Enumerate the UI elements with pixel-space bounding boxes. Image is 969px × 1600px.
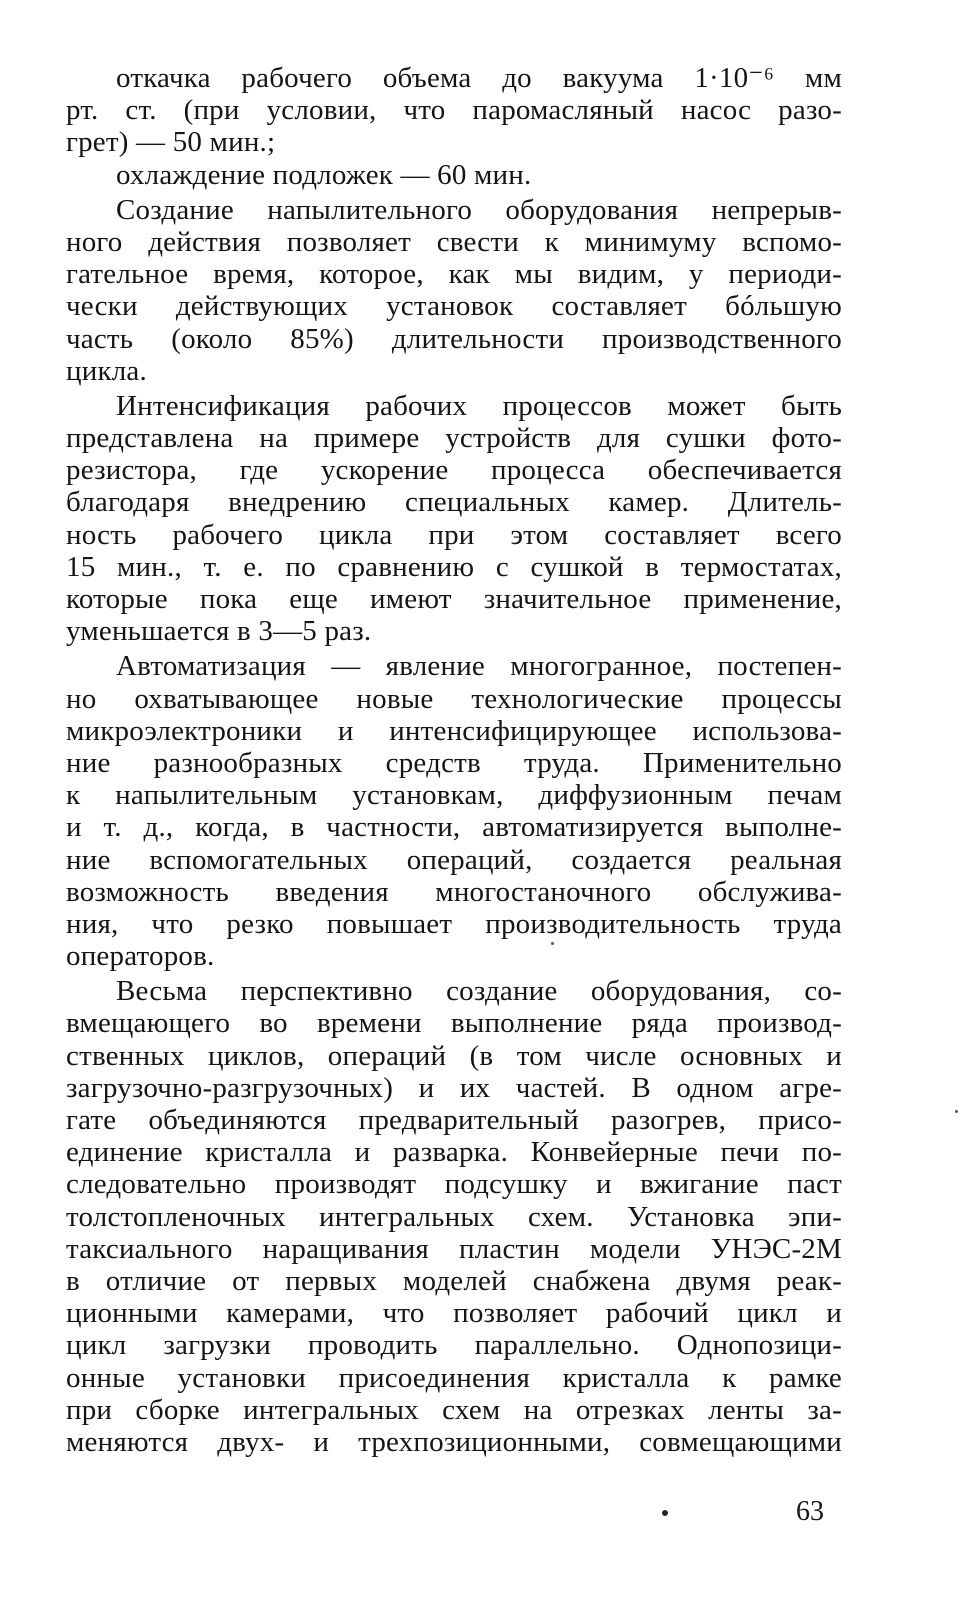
text-line: толстопленочных интегральных схем. Установка эпи- (66, 1200, 842, 1233)
text-line: онные установки присоединения кристалла к рамке (66, 1361, 842, 1394)
text-line: меняются двух- и трехпозиционными, совмещающими (66, 1425, 842, 1458)
text-line: и т. д., когда, в частности, автоматизируется выполне- (66, 811, 842, 844)
text-line: представлена на примере устройств для сушки фото- (66, 422, 842, 455)
text-line: ного действия позволяет свести к минимуму вспомо- (66, 225, 842, 258)
text-line: Весьма перспективно создание оборудования, со- (116, 975, 842, 1008)
text-line: 15 мин., т. е. по сравнению с сушкой в термостатах, (66, 550, 842, 583)
text-line: ние разнообразных средств труда. Применительно (66, 746, 842, 779)
page-text (66, 62, 842, 1458)
text-line: Создание напылительного оборудования непрерыв- (116, 193, 842, 226)
page-number: 63 (796, 1496, 824, 1527)
text-line: резистора, где ускорение процесса обеспечивается (66, 454, 842, 487)
text-line: микроэлектроники и интенсифицирующее использова- (66, 714, 842, 747)
text-line: чески действующих установок составляет бóльшую (66, 290, 842, 323)
text-line: вмещающего во времени выполнение ряда производ- (66, 1007, 842, 1040)
print-dot (662, 1510, 668, 1516)
paper-speck (551, 942, 554, 945)
text-line: при сборке интегральных схем на отрезках ленты за- (66, 1393, 842, 1426)
text-line: уменьшается в 3—5 раз. (66, 615, 372, 648)
text-line: к напылительным установкам, диффузионным печам (66, 779, 842, 812)
text-line: таксиального наращивания пластин модели УНЭС-2М (66, 1232, 842, 1265)
text-line: гательное время, которое, как мы видим, у периоди- (66, 258, 842, 291)
text-line: ственных циклов, операций (в том числе основных и (66, 1039, 842, 1072)
text-line: грет) — 50 мин.; (66, 126, 276, 159)
text-line: благодаря внедрению специальных камер. Длитель- (66, 486, 842, 519)
text-line: ционными камерами, что позволяет рабочий цикл и (66, 1297, 842, 1330)
text-line: в отличие от первых моделей снабжена двумя реак- (66, 1264, 842, 1297)
text-line: Автоматизация — явление многогранное, постепен- (116, 650, 842, 683)
text-line: единение кристалла и разварка. Конвейерные печи по- (66, 1136, 842, 1169)
text-line: гате объединяются предварительный разогрев, присо- (66, 1104, 842, 1136)
text-line: загрузочно-разгрузочных) и их частей. В одном агре- (66, 1071, 842, 1104)
text-line: охлаждение подложек — 60 мин. (116, 158, 532, 191)
text-line: ние вспомогательных операций, создается реальная (66, 843, 842, 876)
text-line: откачка рабочего объема до вакуума 1·10⁻⁶ мм (116, 62, 842, 94)
paper-speck (955, 1110, 958, 1113)
text-line: но охватывающее новые технологические процессы (66, 682, 842, 715)
text-line: часть (около 85%) длительности производственного (66, 322, 842, 355)
text-line: Интенсификация рабочих процессов может быть (116, 389, 842, 422)
text-line: операторов. (66, 940, 215, 973)
text-line: цикла. (66, 354, 147, 387)
text-line: ния, что резко повышает производительность труда (66, 907, 842, 940)
text-line: следовательно производят подсушку и вжигание паст (66, 1168, 842, 1201)
text-line: возможность введения многостаночного обслужива- (66, 875, 842, 908)
text-line: цикл загрузки проводить параллельно. Однопозици- (66, 1329, 842, 1362)
text-line: которые пока еще имеют значительное применение, (66, 583, 842, 615)
text-line: ность рабочего цикла при этом составляет всего (66, 518, 842, 551)
text-line: рт. ст. (при условии, что паромасляный насос разо- (66, 94, 842, 127)
